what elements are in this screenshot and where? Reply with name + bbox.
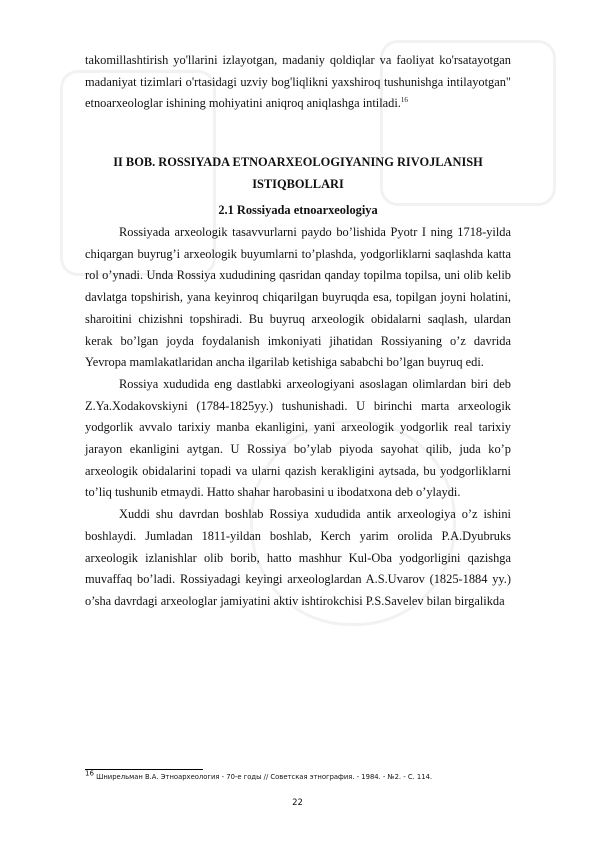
paragraph: Rossiya xududida eng dastlabki arxeologiyani asoslagan olimlardan biri deb Z.Ya.Xodakovskiyni (1784-1825yy.) tushunishadi. U birinchi marta arxeologik yodgorlik avvalo tarixiy manba ekanligini, yani arxeologik yodgorlik real tarixiy jarayon ekanligini aytgan. U Rossiya bo’ylab piyoda sayohat qilib, juda ko’p arxeologik obidalarini topadi va ularni qazish kerakligini aytsada, bu yodgorliklarni to’liq tushunib etmaydi. Hatto shahar harobasini u ibodatxona deb o’ylaydi. bbox=[85, 376, 511, 500]
footnote-number: 16 bbox=[85, 769, 94, 778]
footnote-reference: 16 bbox=[400, 96, 408, 105]
main-text bbox=[85, 222, 511, 613]
footnote-separator bbox=[85, 769, 203, 770]
footnote-text: Шнирельман В.А. Этноархеология - 70-е годы // Советская этнография. - 1984. - №2. - С. 114. bbox=[96, 773, 433, 781]
intro-paragraph bbox=[85, 50, 511, 115]
paragraph: Xuddi shu davrdan boshlab Rossiya xududida antik arxeologiya o’z ishini boshlaydi. Jumladan 1811-yildan boshlab, Kerch yarim orolida P.A.Dyubruks arxeologik izlanishlar olib borib, hatto mashhur Kul-Oba yodgorligini qazishga muvaffaq bo’ladi. Rossiyadagi keyingi arxeologlardan A.S.Uvarov (1825-1884 yy.) o’sha davrdagi arxeologlar jamiyatini aktiv ishtirokchisi P.S.Savelev bilan birgalikda bbox=[85, 507, 511, 608]
page-number: 22 bbox=[292, 798, 303, 808]
chapter-heading: II BOB. ROSSIYADA ETNOARXEOLOGIYANING RIVOJLANISH ISTIQBOLLARI bbox=[113, 155, 483, 191]
paragraph: Rossiyada arxeologik tasavvurlarni paydo bo’lishida Pyotr I ning 1718-yilda chiqargan buyrug’i arxeologik buyumlarni to’plashda, yodgorliklarni saqlashda katta rol o’ynadi. Unda Rossiya xududining qasridan qanday topilma topilsa, uni olib kelib davlatga topshirish, yana keyinroq chiqarilgan buyruqda esa, topilgan joyni holatini, sharoitini chizishni topshiradi. Bu buyruq arxeologik obidalarni saqlash, ulardan kerak bo’lgan joyda foydalanish imkoniyati jihatidan Rossiyaning o’z davrida Yevropa mamlakatlaridan ancha ilgarilab ketishiga sababchi bo’lgan buyruq edi. bbox=[85, 225, 511, 370]
intro-text: takomillashtirish yo'llarini izlayotgan, madaniy qoldiqlar va faoliyat ko'rsatayotgan madaniyat tizimlari o'rtasidagi uzviy bog'liqlikni yaxshiroq tushunishga intilayotgan" etnoarxeologlar ishining mohiyatini aniqroq aniqlashga intiladi. bbox=[85, 53, 511, 111]
footnote bbox=[85, 769, 511, 781]
section-heading: 2.1 Rossiyada etnoarxeologiya bbox=[218, 203, 378, 217]
